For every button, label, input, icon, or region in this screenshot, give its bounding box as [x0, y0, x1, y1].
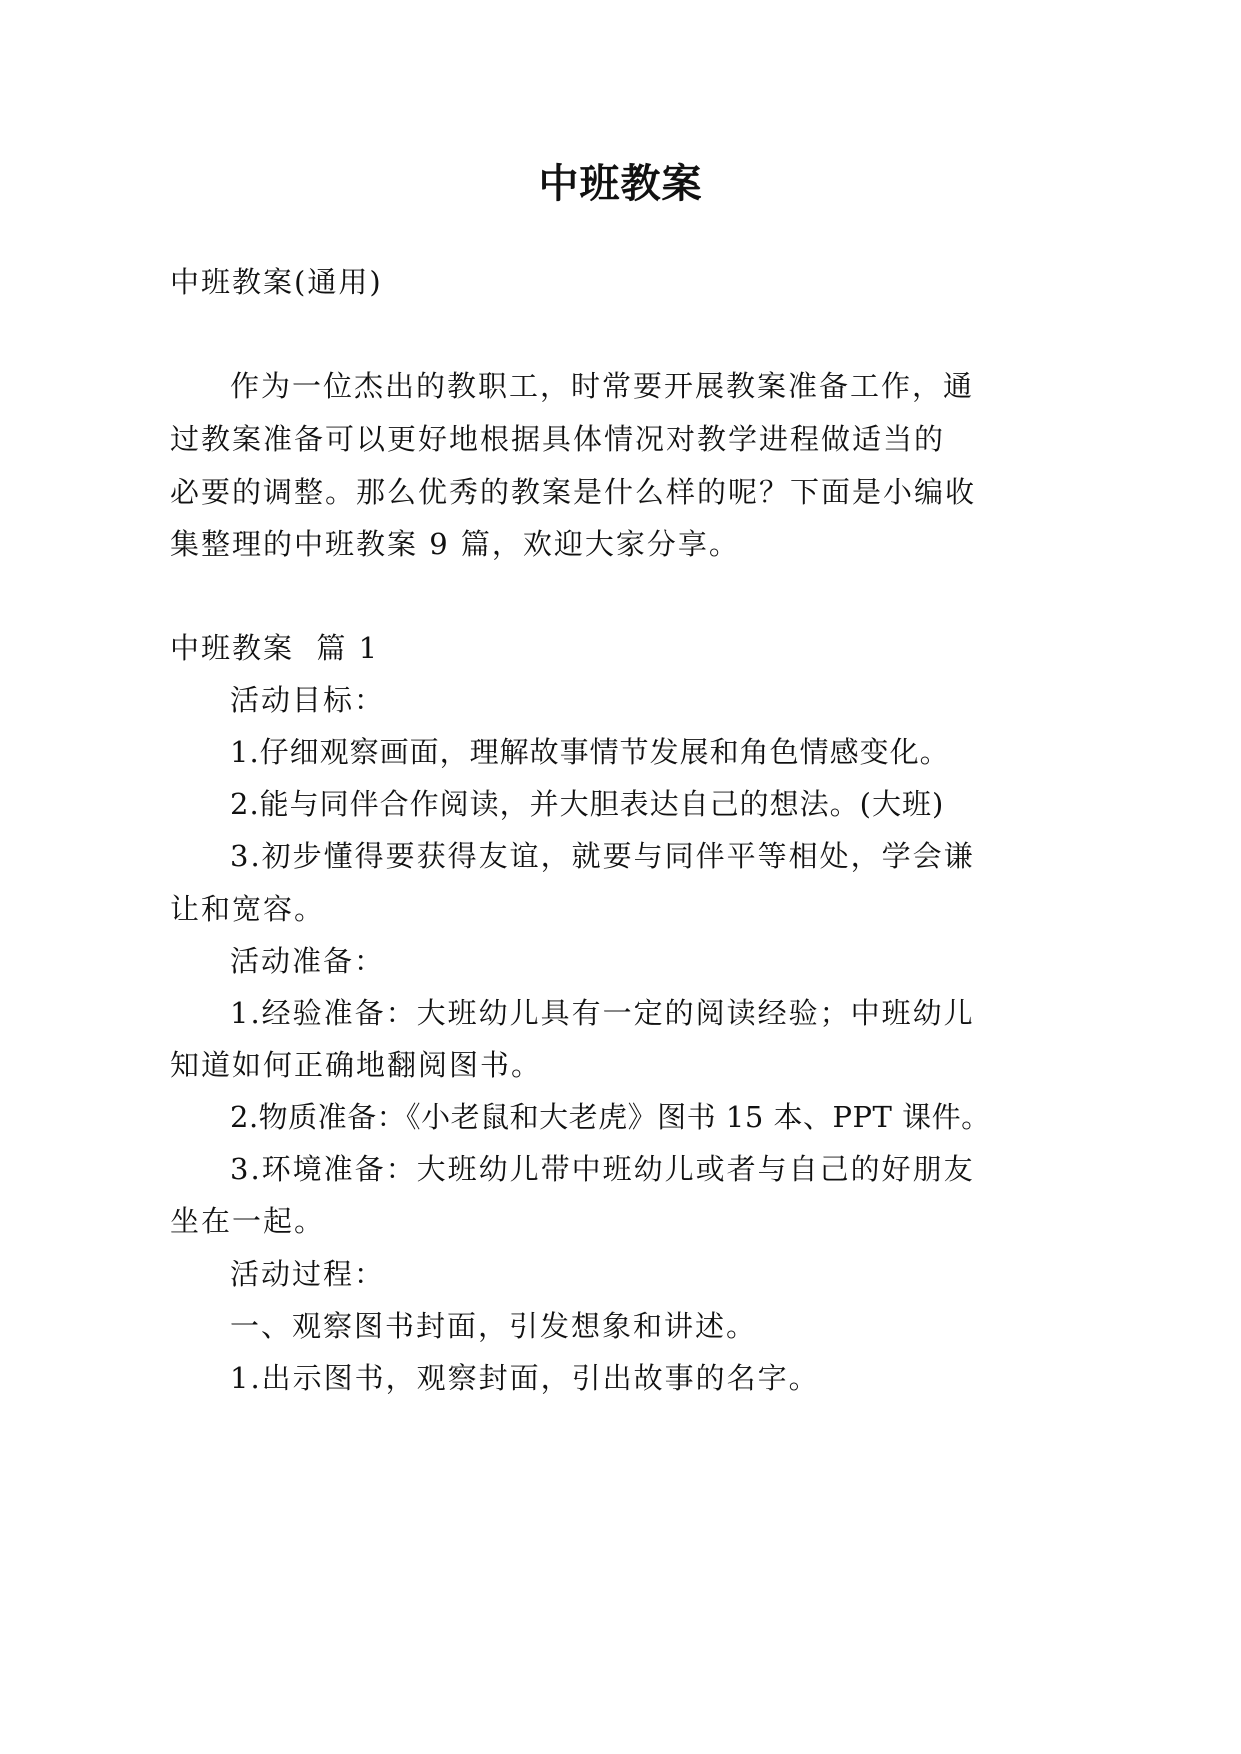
- section-heading: 中班教案 篇 1: [170, 631, 380, 665]
- body-line-8: 知道如何正确地翻阅图书。: [170, 1048, 543, 1082]
- body-line-12: 活动过程：: [230, 1257, 386, 1291]
- body-line-9: 2.物质准备：《小老鼠和大老虎》图书 15 本、PPT 课件。: [230, 1100, 991, 1134]
- intro-line-1: 作为一位杰出的教职工，时常要开展教案准备工作，通: [230, 369, 975, 403]
- intro-line-2: 过教案准备可以更好地根据具体情况对教学进程做适当的: [170, 422, 946, 456]
- body-line-7: 1.经验准备：大班幼儿具有一定的阅读经验；中班幼儿: [230, 996, 975, 1030]
- body-line-6: 活动准备：: [230, 944, 386, 978]
- document-subtitle: 中班教案(通用): [170, 265, 383, 299]
- body-line-13: 一、观察图书封面，引发想象和讲述。: [230, 1309, 758, 1343]
- body-line-3: 2.能与同伴合作阅读，并大胆表达自己的想法。(大班): [230, 787, 945, 821]
- body-line-14: 1.出示图书，观察封面，引出故事的名字。: [230, 1361, 820, 1395]
- intro-line-4: 集整理的中班教案 9 篇，欢迎大家分享。: [170, 527, 740, 561]
- body-line-10: 3.环境准备：大班幼儿带中班幼儿或者与自己的好朋友: [230, 1152, 975, 1186]
- document-title: 中班教案: [538, 161, 703, 207]
- body-line-11: 坐在一起。: [170, 1204, 326, 1238]
- body-line-5: 让和宽容。: [170, 892, 326, 926]
- body-line-2: 1.仔细观察画面，理解故事情节发展和角色情感变化。: [230, 735, 950, 769]
- body-line-1: 活动目标：: [230, 683, 386, 717]
- body-line-4: 3.初步懂得要获得友谊，就要与同伴平等相处，学会谦: [230, 839, 975, 873]
- intro-line-3: 必要的调整。那么优秀的教案是什么样的呢？下面是小编收: [170, 475, 977, 509]
